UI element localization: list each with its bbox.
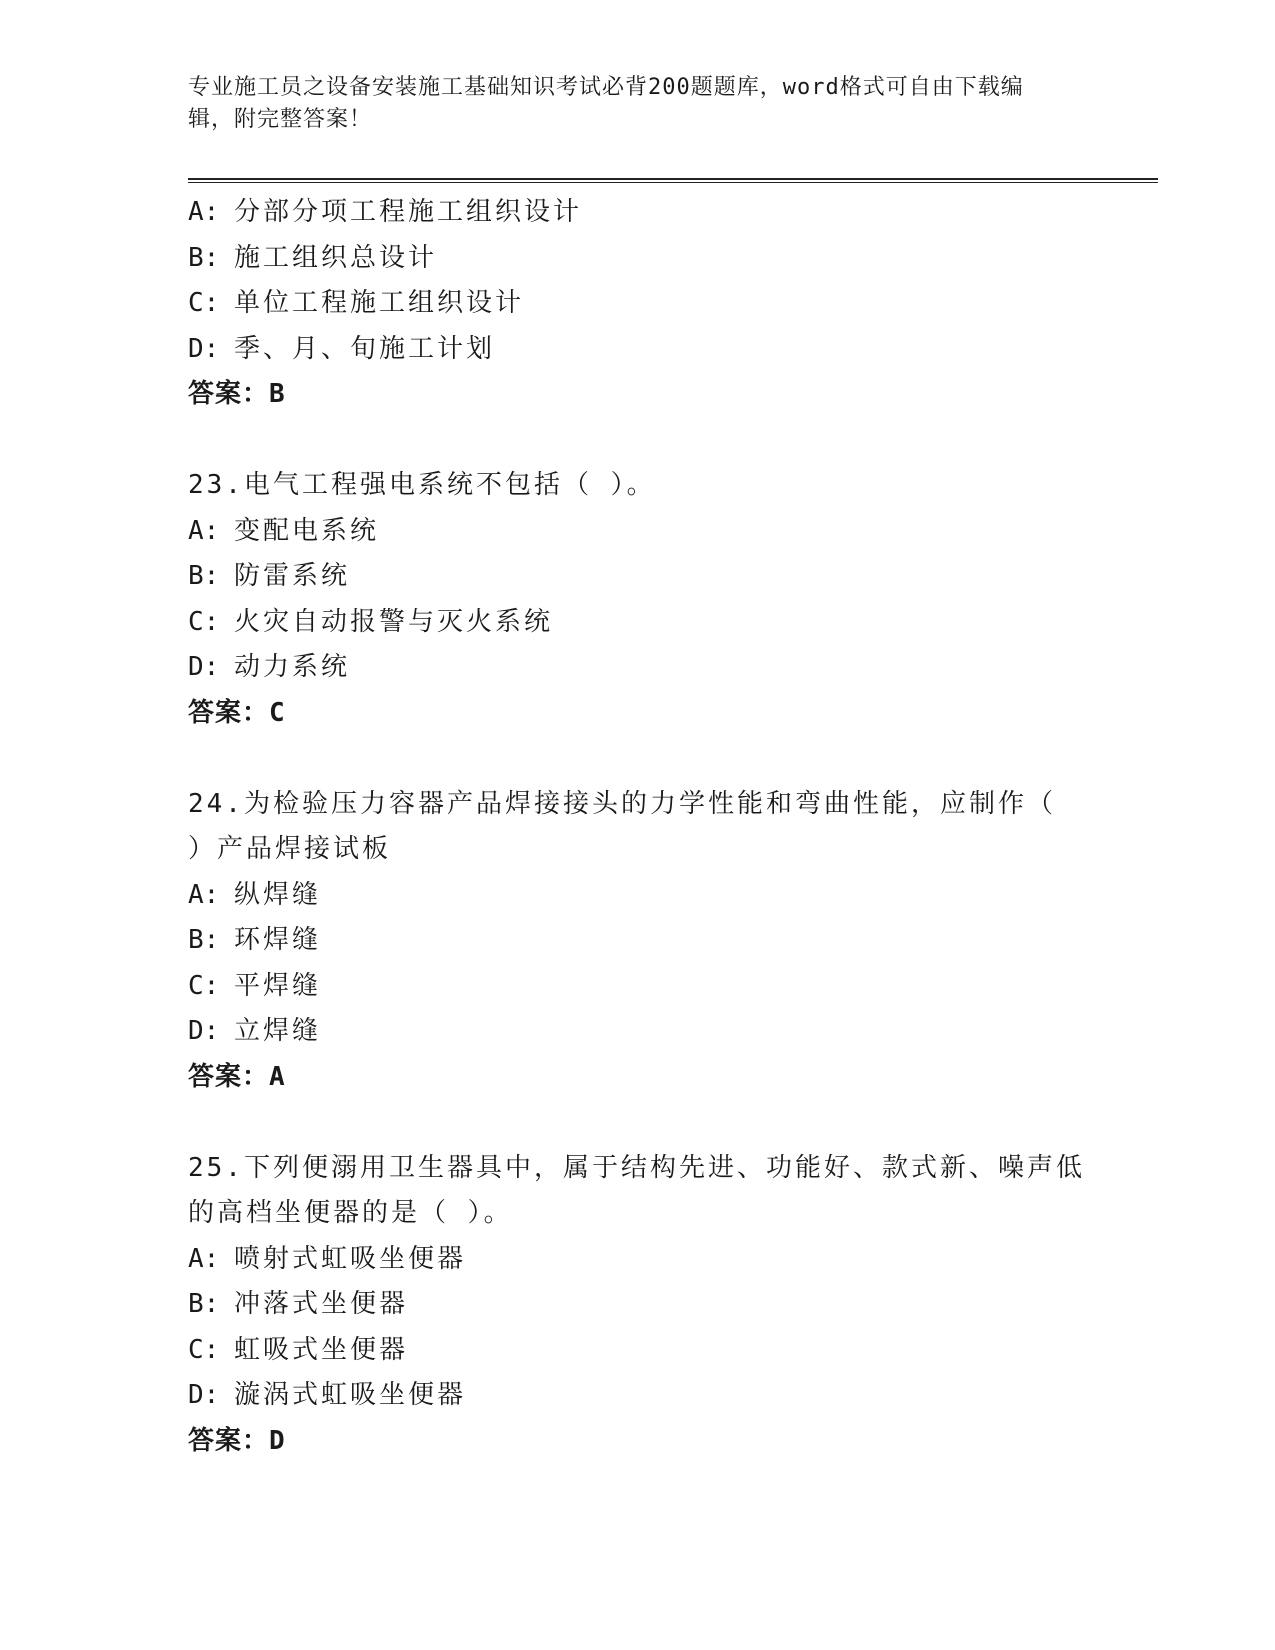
answer: 答案：C (188, 697, 286, 728)
option-text: 环焊缝 (234, 925, 322, 955)
spacer (188, 736, 1148, 782)
spacer (188, 1100, 1148, 1146)
document-body (188, 190, 1148, 1464)
option-b (188, 918, 1148, 964)
answer: 答案：A (188, 1061, 286, 1092)
option-label: C: (188, 1334, 220, 1365)
option-d (188, 1009, 1148, 1055)
question-24 (188, 782, 1148, 1101)
option-a (188, 190, 1148, 236)
option-text: 虹吸式坐便器 (234, 1334, 409, 1365)
option-d (188, 645, 1148, 691)
option-b (188, 236, 1148, 282)
option-label: B: (188, 1289, 220, 1319)
option-d (188, 1373, 1148, 1419)
option-d (188, 327, 1148, 373)
question-23 (188, 463, 1148, 736)
option-label: A: (188, 515, 220, 546)
option-c (188, 964, 1148, 1010)
option-c (188, 600, 1148, 646)
option-label: B: (188, 925, 220, 955)
option-text: 火灾自动报警与灭火系统 (234, 606, 554, 637)
option-a (188, 1237, 1148, 1283)
option-text: 变配电系统 (234, 515, 380, 546)
option-label: D: (188, 1016, 220, 1046)
option-text: 漩涡式虹吸坐便器 (234, 1380, 467, 1410)
question-stem: 23.电气工程强电系统不包括（ ）。 (188, 470, 656, 500)
answer: 答案：D (188, 1425, 286, 1456)
option-label: D: (188, 652, 220, 682)
option-text: 立焊缝 (234, 1016, 322, 1046)
option-text: 动力系统 (234, 652, 351, 682)
option-label: C: (188, 606, 220, 637)
question-stem-continued: 的高档坐便器的是（ ）。 (188, 1198, 513, 1228)
option-label: A: (188, 197, 220, 227)
question-stem: 24.为检验压力容器产品焊接接头的力学性能和弯曲性能，应制作（ (188, 788, 1056, 819)
question-22 (188, 190, 1148, 418)
option-text: 纵焊缝 (234, 879, 322, 910)
question-25 (188, 1146, 1148, 1465)
answer: 答案：B (188, 379, 286, 409)
option-label: D: (188, 1380, 220, 1410)
option-text: 平焊缝 (234, 970, 322, 1001)
option-c (188, 1328, 1148, 1374)
header-divider (188, 178, 1158, 183)
option-text: 季、月、旬施工计划 (234, 333, 496, 364)
option-label: C: (188, 970, 220, 1001)
option-label: A: (188, 1243, 220, 1274)
option-label: D: (188, 333, 220, 364)
option-text: 施工组织总设计 (234, 242, 438, 273)
question-stem-continued: ）产品焊接试板 (188, 834, 392, 864)
option-a (188, 509, 1148, 555)
option-text: 喷射式虹吸坐便器 (234, 1243, 467, 1274)
option-b (188, 1282, 1148, 1328)
page-header: 专业施工员之设备安装施工基础知识考试必背200题题库，word格式可自由下载编辑，附完整答案！ (188, 75, 1024, 132)
option-c (188, 281, 1148, 327)
option-b (188, 554, 1148, 600)
option-text: 单位工程施工组织设计 (234, 288, 525, 318)
option-label: A: (188, 879, 220, 910)
option-text: 冲落式坐便器 (234, 1289, 409, 1319)
option-label: C: (188, 288, 220, 318)
spacer (188, 418, 1148, 464)
option-label: B: (188, 561, 220, 591)
option-text: 防雷系统 (234, 561, 351, 591)
option-text: 分部分项工程施工组织设计 (234, 197, 583, 227)
question-stem: 25.下列便溺用卫生器具中，属于结构先进、功能好、款式新、噪声低 (188, 1152, 1085, 1183)
option-a (188, 873, 1148, 919)
option-label: B: (188, 242, 220, 273)
